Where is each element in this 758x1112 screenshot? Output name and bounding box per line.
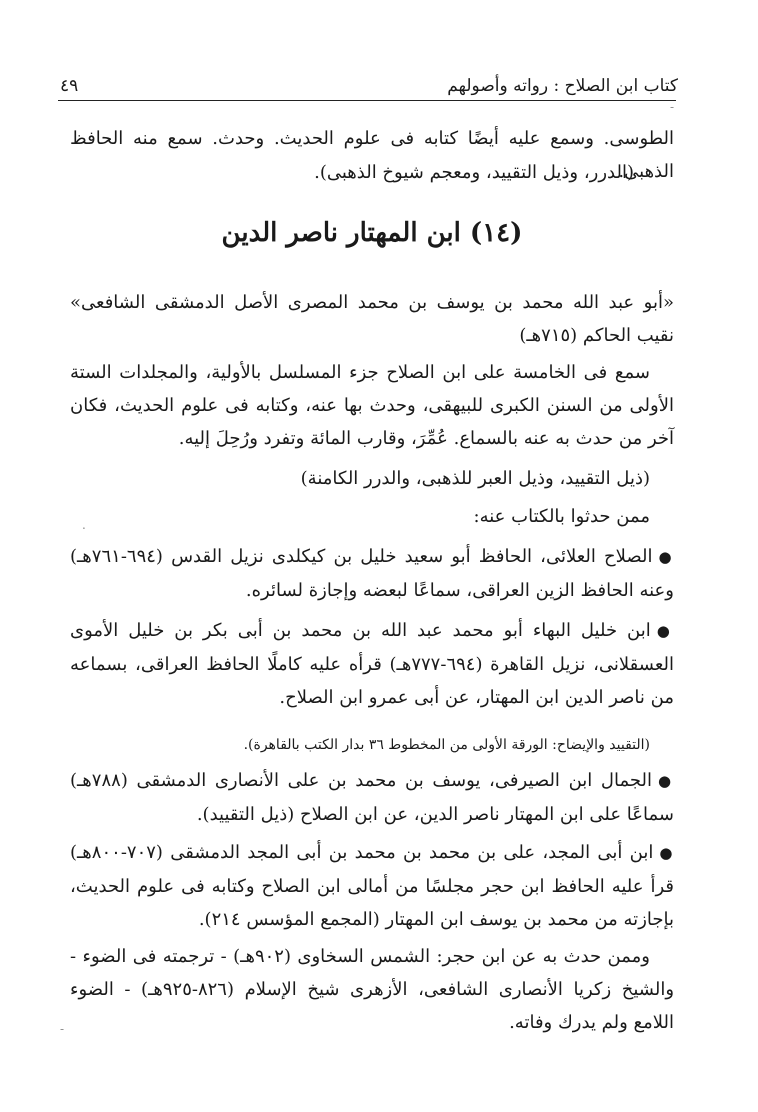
- footnote-citation: (التقييد والإيضاح: الورقة الأولى من المخطوط ٣٦ بدار الكتب بالقاهرة).: [243, 737, 650, 753]
- source-citation: (الدرر، وذيل التقييد، ومعجم شيوخ الذهبى).: [314, 162, 634, 183]
- biography-paragraph: سمع فى الخامسة على ابن الصلاح جزء المسلسل بالأولية، والمجلدات الستة الأولى من السنن الكبرى للبيهقى، وحدث بها عنه، وكتابه فى علوم الحديث، فكان آخر من حدث به عنه بالسماع. عُمِّرَ، وقارب المائة وتفرد ورُحِلَ إليه.: [70, 362, 674, 449]
- header-divider: [58, 100, 676, 101]
- source-citation: (ذيل التقييد، وذيل العبر للذهبى، والدرر الكامنة): [300, 468, 650, 489]
- student-item: ● ابن خليل البهاء أبو محمد عبد الله بن محمد بن أبى بكر بن خليل الأموى العسقلانى، نزيل القاهرة (٦٩٤-٧٧٧هـ) قرأه عليه كاملًا الحافظ العراقى، بسماعه من ناصر الدين ابن المهتار، عن أبى عمرو ابن الصلاح.: [70, 614, 674, 714]
- students-intro: ممن حدثوا بالكتاب عنه:: [473, 506, 650, 527]
- running-title: كتاب ابن الصلاح : رواته وأصولهم: [447, 76, 678, 96]
- section-title: (١٤) ابن المهتار ناصر الدين: [221, 218, 523, 248]
- closing-paragraph: وممن حدث به عن ابن حجر: الشمس السخاوى (٩٠٢هـ) - ترجمته فى الضوء - والشيخ زكريا الأنصارى الشافعى، الأزهرى شيخ الإسلام (٨٢٦-٩٢٥هـ) - الضوء اللامع ولم يدرك وفاته.: [70, 946, 675, 1033]
- paragraph-tusi: الطوسى. وسمع عليه أيضًا كتابه فى علوم الحديث. وحدث. سمع منه الحافظ الذهبى.: [70, 128, 674, 182]
- student-item: ● ابن أبى المجد، على بن محمد بن محمد بن أبى المجد الدمشقى (٧٠٧-٨٠٠هـ) قرأ عليه الحافظ ابن حجر مجلسًا من أمالى ابن الصلاح وكتابه فى علوم الحديث، بإجازته من محمد بن يوسف ابن المهتار (المجمع المؤسس ٢١٤).: [70, 836, 674, 936]
- scan-mark: .: [82, 518, 86, 532]
- page-header: [60, 70, 678, 102]
- scan-mark: -: [60, 1022, 65, 1036]
- page-number: ٤٩: [60, 76, 79, 96]
- scan-mark: -: [669, 100, 674, 114]
- student-item: ● الجمال ابن الصيرفى، يوسف بن محمد بن على الأنصارى الدمشقى (٧٨٨هـ) سماعًا على ابن المهتار ناصر الدين، عن ابن الصلاح (ذيل التقييد).: [70, 764, 674, 831]
- student-item: ● الصلاح العلائى، الحافظ أبو سعيد خليل بن كيكلدى نزيل القدس (٦٩٤-٧٦١هـ) وعنه الحافظ الزين العراقى، سماعًا لبعضه وإجازة لسائره.: [70, 540, 674, 607]
- biography-name: «أبو عبد الله محمد بن يوسف بن محمد المصرى الأصل الدمشقى الشافعى» نقيب الحاكم (٧١٥هـ): [70, 292, 674, 346]
